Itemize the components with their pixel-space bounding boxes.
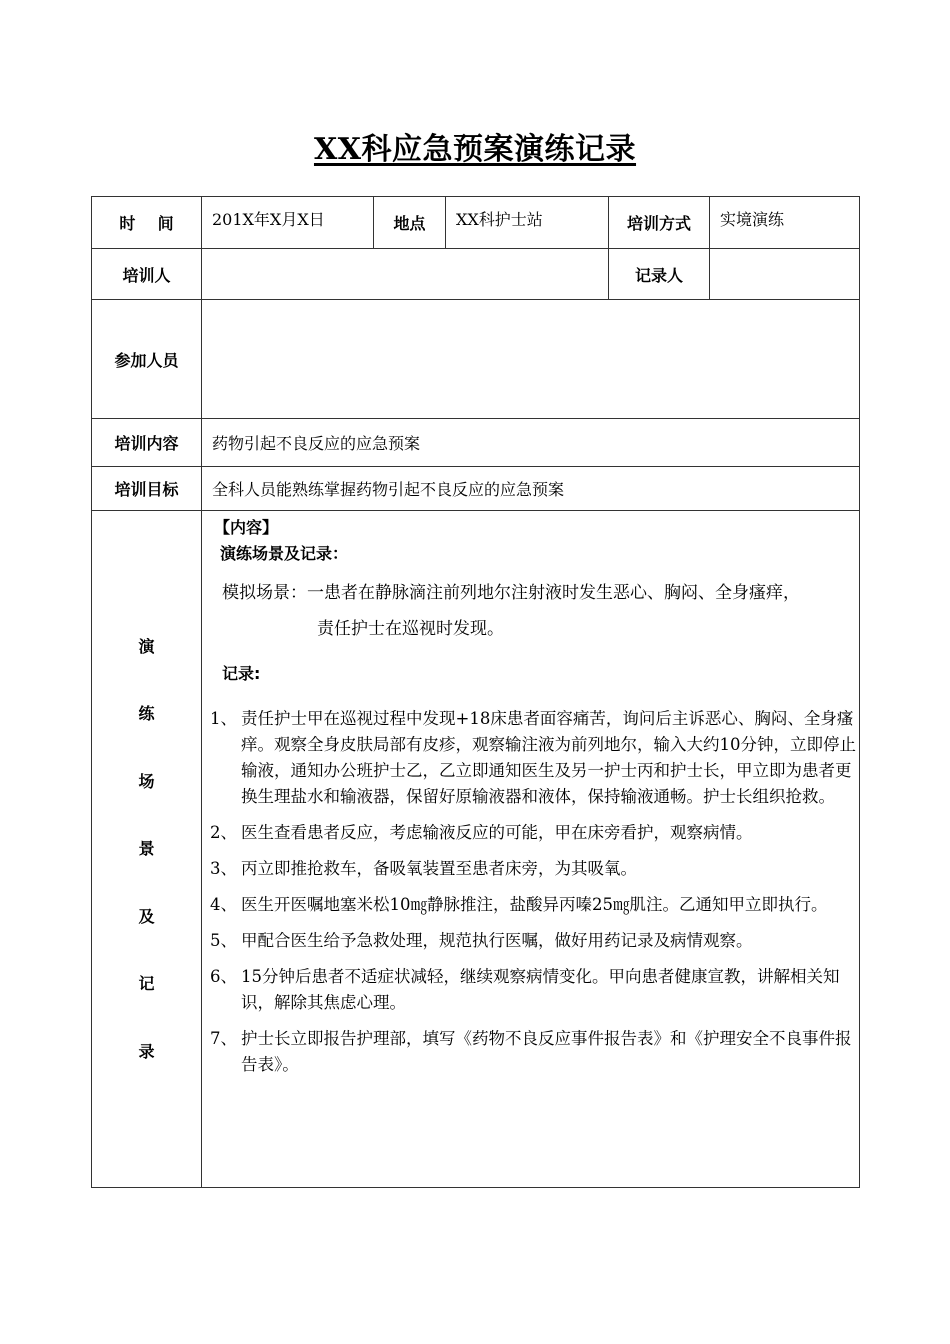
list-item bbox=[210, 820, 858, 846]
record-list bbox=[210, 706, 858, 1088]
participants-label: 参加人员 bbox=[92, 300, 202, 419]
item-number: 3、 bbox=[210, 859, 237, 878]
item-text: 15分钟后患者不适症状减轻，继续观察病情变化。甲向患者健康宣教，讲解相关知识，解除其焦虑心理。 bbox=[241, 967, 840, 1012]
side-char: 及 bbox=[138, 906, 155, 926]
item-text: 护士长立即报告护理部，填写《药物不良反应事件报告表》和《护理安全不良事件报告表》。 bbox=[241, 1029, 852, 1074]
item-text: 甲配合医生给予急救处理，规范执行医嘱，做好用药记录及病情观察。 bbox=[241, 931, 753, 950]
table-row bbox=[92, 300, 860, 419]
record-heading: 记录: bbox=[222, 664, 261, 683]
content-heading: 【内容】 bbox=[214, 518, 279, 537]
list-item bbox=[210, 892, 858, 918]
item-text: 责任护士甲在巡视过程中发现+18床患者面容痛苦，询问后主诉恶心、胸闷、全身瘙痒。观察全身皮肤局部有皮疹，观察输注液为前列地尔，输入大约10分钟，立即停止输液，通知办公班护士乙，乙立即通知医生及另一护士丙和护士长，甲立即为患者更换生理盐水和输液器，保留好原输液器和液体，保持输液通畅。护士长组织抢救。 bbox=[241, 709, 856, 806]
goal-value: 全科人员能熟练掌握药物引起不良反应的应急预案 bbox=[202, 467, 860, 511]
time-label: 时 间 bbox=[92, 197, 202, 249]
item-text: 医生查看患者反应，考虑输液反应的可能，甲在床旁看护，观察病情。 bbox=[241, 823, 753, 842]
side-char: 场 bbox=[138, 771, 155, 791]
item-number: 4、 bbox=[210, 895, 237, 914]
table-row bbox=[92, 197, 860, 249]
scene-line-1: 模拟场景：一患者在静脉滴注前列地尔注射液时发生恶心、胸闷、全身瘙痒， bbox=[222, 583, 800, 603]
trainer-value bbox=[202, 249, 609, 300]
drill-content bbox=[202, 511, 860, 1188]
scene-heading: 演练场景及记录： bbox=[220, 544, 349, 563]
scene-line-2: 责任护士在巡视时发现。 bbox=[317, 619, 504, 639]
side-char: 练 bbox=[138, 704, 155, 724]
time-value: 201X年X月X日 bbox=[202, 197, 374, 249]
drill-record-table bbox=[91, 196, 860, 1188]
place-value: XX科护士站 bbox=[446, 197, 609, 249]
trainer-label: 培训人 bbox=[92, 249, 202, 300]
content-value: 药物引起不良反应的应急预案 bbox=[202, 419, 860, 467]
side-char: 演 bbox=[138, 636, 155, 656]
place-label: 地点 bbox=[374, 197, 446, 249]
participants-value bbox=[202, 300, 860, 419]
page-title: XX科应急预案演练记录 bbox=[313, 132, 637, 167]
item-text: 医生开医嘱地塞米松10㎎静脉推注，盐酸异丙嗪25㎎肌注。乙通知甲立即执行。 bbox=[241, 895, 828, 914]
goal-label: 培训目标 bbox=[92, 467, 202, 511]
item-text: 丙立即推抢救车，备吸氧装置至患者床旁，为其吸氧。 bbox=[241, 859, 637, 878]
list-item bbox=[210, 928, 858, 954]
side-char: 景 bbox=[138, 839, 155, 859]
method-label: 培训方式 bbox=[609, 197, 710, 249]
side-char: 录 bbox=[138, 1041, 155, 1061]
list-item bbox=[210, 706, 858, 810]
side-char: 记 bbox=[138, 974, 155, 994]
method-value: 实境演练 bbox=[710, 197, 860, 249]
item-number: 6、 bbox=[210, 967, 237, 986]
recorder-label: 记录人 bbox=[609, 249, 710, 300]
item-number: 7、 bbox=[210, 1029, 237, 1048]
scene-description bbox=[222, 575, 852, 647]
list-item bbox=[210, 964, 858, 1016]
item-number: 5、 bbox=[210, 931, 237, 950]
list-item bbox=[210, 856, 858, 882]
table-row bbox=[92, 249, 860, 300]
item-number: 1、 bbox=[210, 709, 237, 728]
table-row bbox=[92, 419, 860, 467]
recorder-value bbox=[710, 249, 860, 300]
list-item bbox=[210, 1026, 858, 1078]
item-number: 2、 bbox=[210, 823, 237, 842]
table-row bbox=[92, 511, 860, 1188]
drill-side-label bbox=[92, 511, 202, 1188]
table-row bbox=[92, 467, 860, 511]
content-label: 培训内容 bbox=[92, 419, 202, 467]
